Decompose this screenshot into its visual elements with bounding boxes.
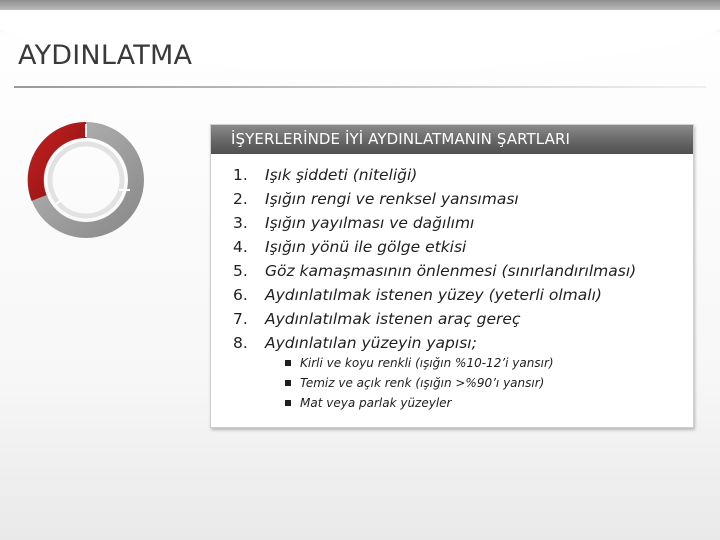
slide-title: AYDINLATMA [18,40,193,71]
item-text: Işık şiddeti (niteliği) [265,166,418,184]
item-text: Işığın yönü ile gölge etkisi [265,238,467,256]
content-panel [210,124,694,428]
item-text: Aydınlatılmak istenen yüzey (yeterli olmalı) [265,286,602,304]
item-number: 7. [233,310,248,328]
item-text: Aydınlatılan yüzeyin yapısı; [265,334,477,352]
item-text: Göz kamaşmasının önlenmesi (sınırlandırılması) [265,262,637,280]
list-item [233,259,636,283]
item-number: 5. [233,262,248,280]
list-item [233,163,636,187]
item-number: 8. [233,334,248,352]
surface-types-list [285,353,554,413]
panel-header: İŞYERLERİNDE İYİ AYDINLATMANIN ŞARTLARI [211,125,693,154]
list-item [233,283,636,307]
sub-item-text: Mat veya parlak yüzeyler [300,396,452,410]
sub-item-text: Kirli ve koyu renkli (ışığın %10-12’i yansır) [300,356,554,370]
list-item [233,211,636,235]
item-number: 2. [233,190,248,208]
title-divider [14,86,706,88]
list-item [233,307,636,331]
sub-list-item [285,353,554,373]
sub-list-item [285,373,554,393]
sub-item-text: Temiz ve açık renk (ışığın >%90’ı yansır) [300,376,545,390]
list-item [233,187,636,211]
sub-list-item [285,393,554,413]
square-bullet-icon [285,380,291,386]
conditions-list [233,163,636,355]
item-text: Işığın yayılması ve dağılımı [265,214,475,232]
list-item [233,235,636,259]
progress-ring-icon [26,120,146,240]
square-bullet-icon [285,360,291,366]
item-number: 1. [233,166,248,184]
square-bullet-icon [285,400,291,406]
item-number: 4. [233,238,248,256]
item-number: 3. [233,214,248,232]
item-text: Işığın rengi ve renksel yansıması [265,190,519,208]
item-number: 6. [233,286,248,304]
list-item [233,331,636,355]
item-text: Aydınlatılmak istenen araç gereç [265,310,521,328]
